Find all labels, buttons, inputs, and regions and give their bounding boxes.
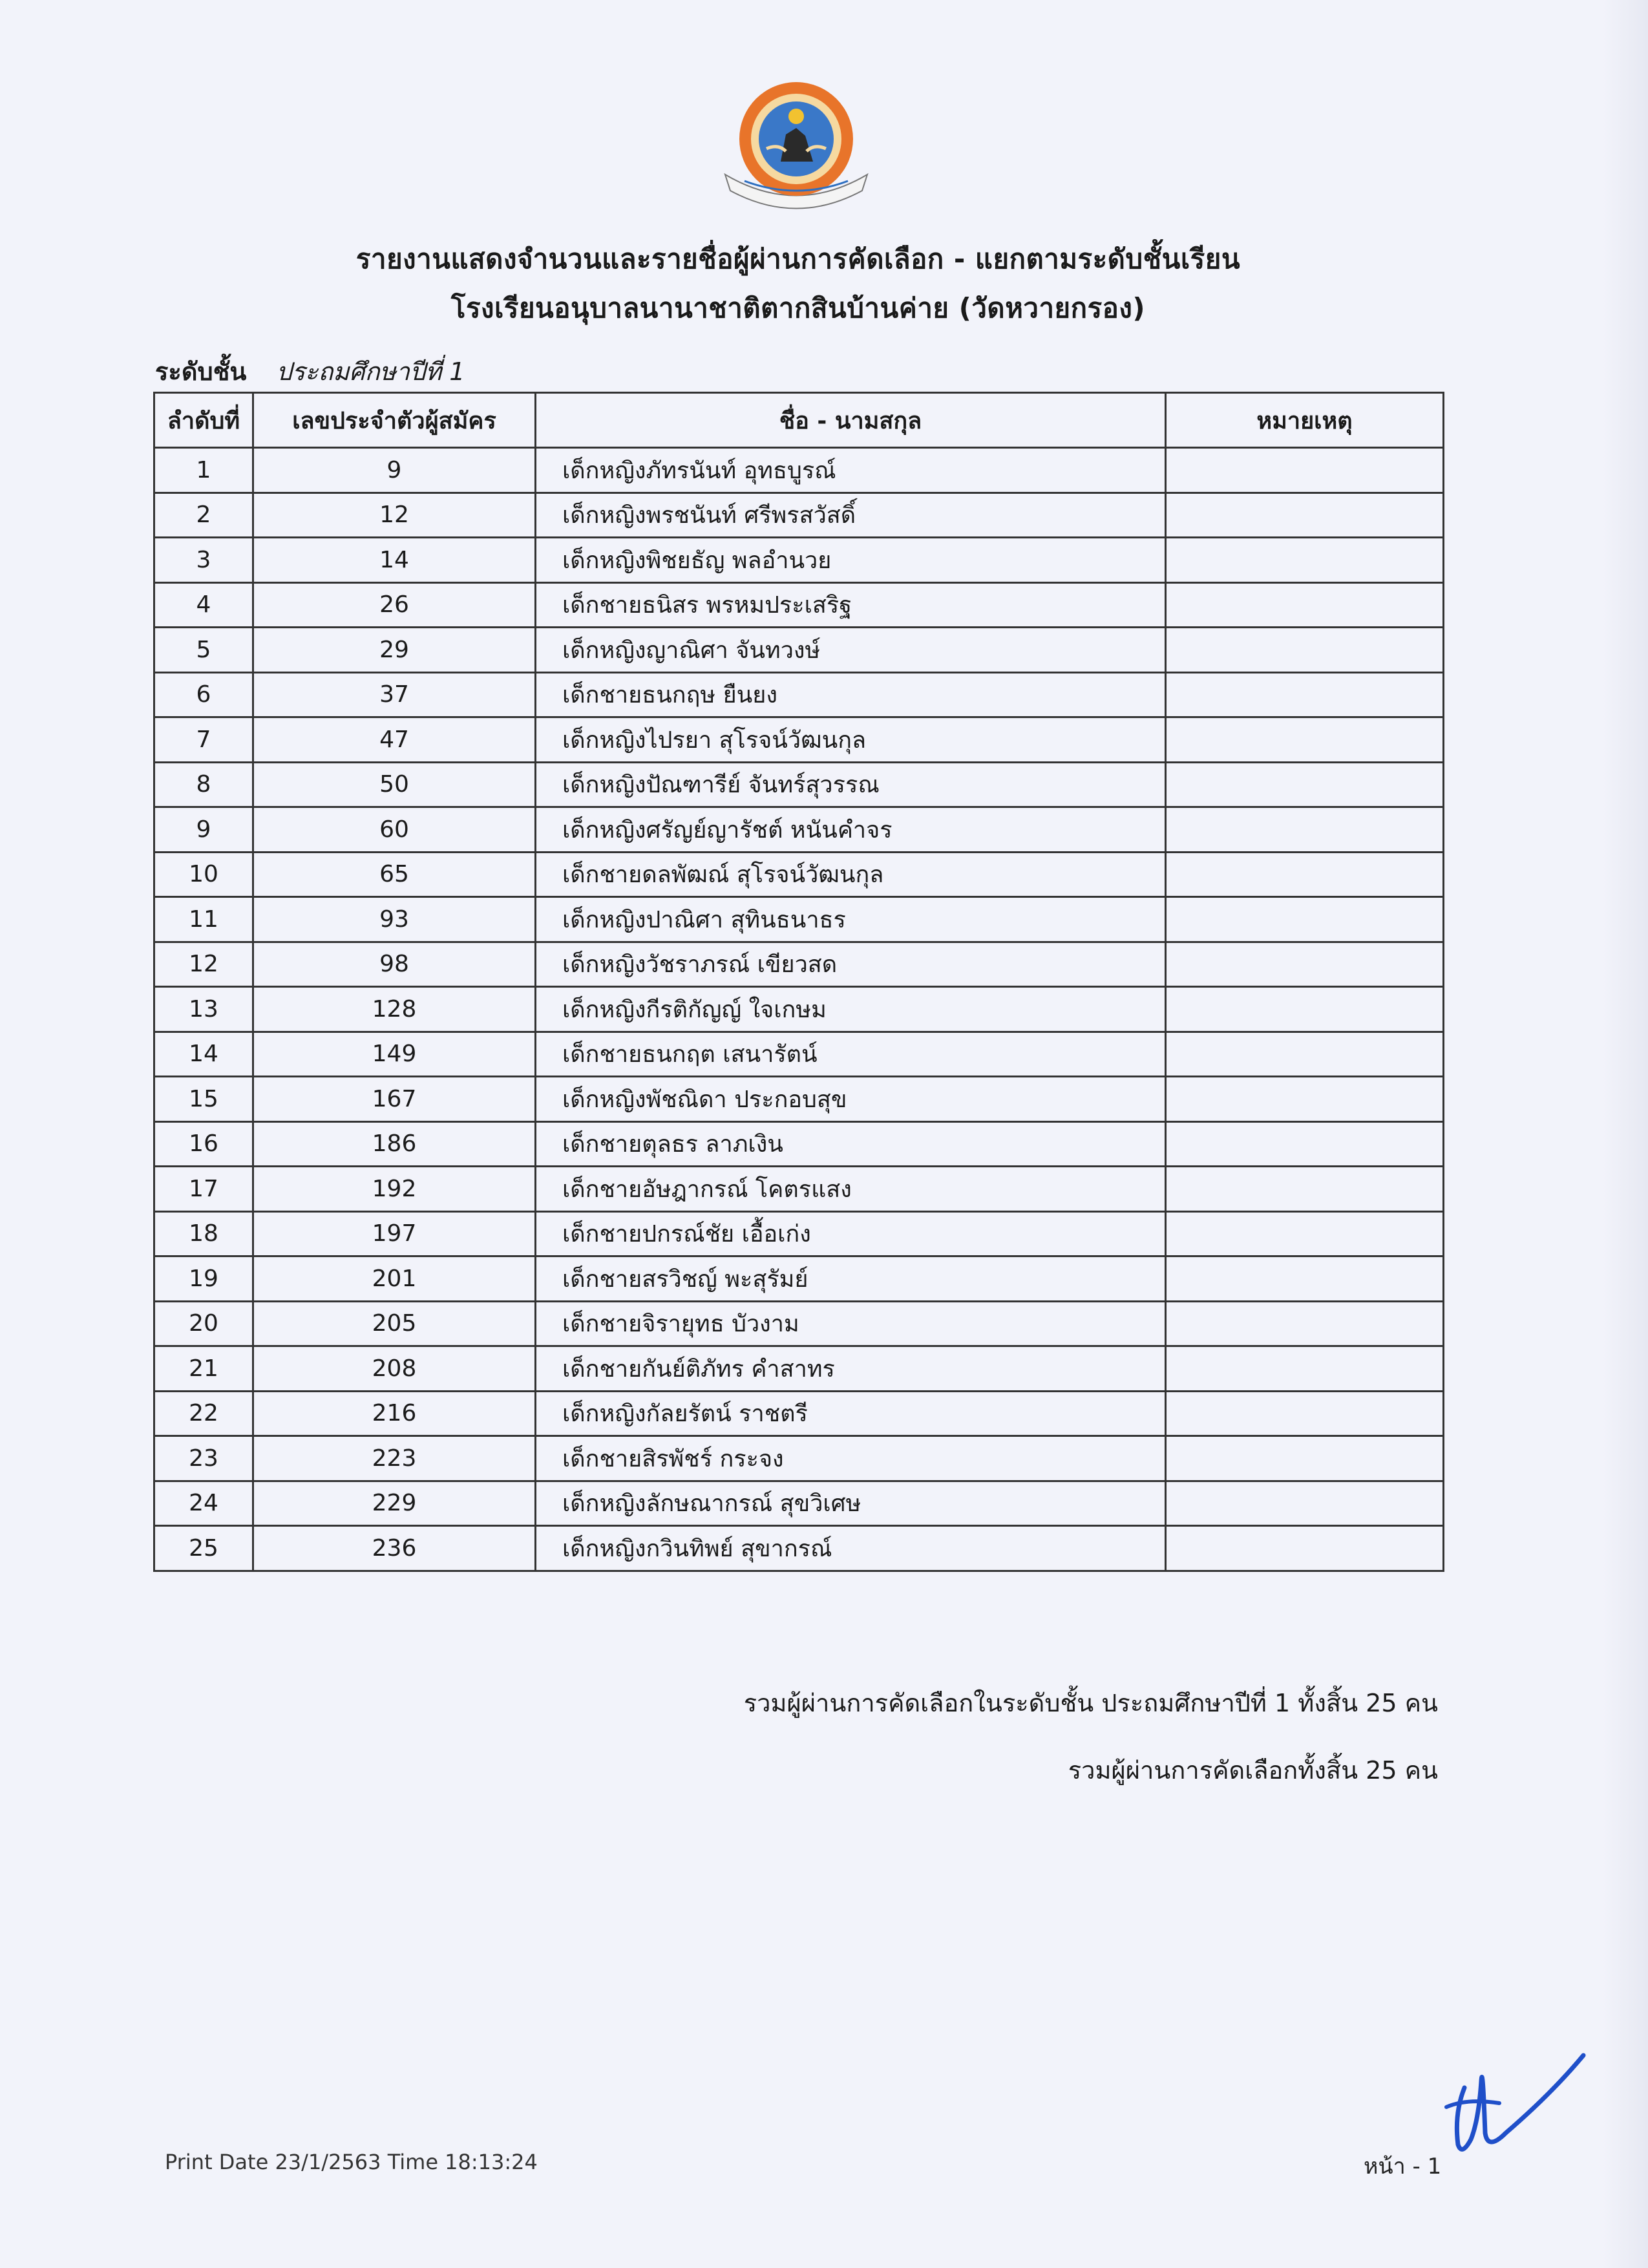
header-applicant-no: เลขประจำตัวผู้สมัคร (253, 393, 536, 448)
row-order: 23 (154, 1436, 253, 1481)
table-row (154, 1301, 1444, 1346)
report-title: รายงานแสดงจำนวนและรายชื่อผู้ผ่านการคัดเลือก - แยกตามระดับชั้นเรียน (355, 243, 1241, 275)
row-applicant-no: 186 (253, 1121, 536, 1167)
row-order: 12 (154, 942, 253, 987)
row-name: เด็กหญิงภัทรนันท์ อุทธบูรณ์ (536, 448, 1166, 493)
signature-icon (1409, 2036, 1596, 2159)
row-order: 18 (154, 1211, 253, 1256)
table-row (154, 762, 1444, 807)
row-remark (1166, 1121, 1444, 1167)
row-order: 3 (154, 538, 253, 583)
table-row (154, 1211, 1444, 1256)
table-row (154, 538, 1444, 583)
table-row (154, 672, 1444, 717)
row-remark (1166, 897, 1444, 942)
row-order: 10 (154, 852, 253, 897)
row-remark (1166, 852, 1444, 897)
table-row (154, 1526, 1444, 1571)
table-row (154, 807, 1444, 853)
table-row (154, 1436, 1444, 1481)
row-name: เด็กหญิงลักษณากรณ์ สุขวิเศษ (536, 1481, 1166, 1526)
table-row (154, 1121, 1444, 1167)
row-remark (1166, 672, 1444, 717)
row-remark (1166, 987, 1444, 1032)
row-applicant-no: 98 (253, 942, 536, 987)
row-applicant-no: 65 (253, 852, 536, 897)
row-name: เด็กชายจิรายุทธ บัวงาม (536, 1301, 1166, 1346)
row-order: 5 (154, 628, 253, 673)
row-order: 4 (154, 582, 253, 628)
row-applicant-no: 201 (253, 1256, 536, 1302)
row-applicant-no: 128 (253, 987, 536, 1032)
table-row (154, 582, 1444, 628)
table-row (154, 1077, 1444, 1122)
row-name: เด็กหญิงกวินทิพย์ สุขากรณ์ (536, 1526, 1166, 1571)
row-order: 8 (154, 762, 253, 807)
row-remark (1166, 942, 1444, 987)
table-row (154, 852, 1444, 897)
row-remark (1166, 1167, 1444, 1212)
row-name: เด็กชายสิรพัชร์ กระจง (536, 1436, 1166, 1481)
row-order: 15 (154, 1077, 253, 1122)
page-number: หน้า - 1 (1364, 2154, 1442, 2179)
header-remark: หมายเหตุ (1166, 393, 1444, 448)
row-name: เด็กชายดลพัฒณ์ สุโรจน์วัฒนกุล (536, 852, 1166, 897)
row-name: เด็กหญิงญาณิศา จันทวงษ์ (536, 628, 1166, 673)
row-name: เด็กหญิงปาณิศา สุทินธนาธร (536, 897, 1166, 942)
row-applicant-no: 192 (253, 1167, 536, 1212)
row-remark (1166, 1346, 1444, 1392)
table-row (154, 942, 1444, 987)
row-applicant-no: 29 (253, 628, 536, 673)
row-order: 24 (154, 1481, 253, 1526)
school-emblem-icon (719, 78, 874, 220)
row-applicant-no: 236 (253, 1526, 536, 1571)
row-order: 13 (154, 987, 253, 1032)
table-row (154, 1346, 1444, 1392)
row-name: เด็กชายปกรณ์ชัย เอื้อเก่ง (536, 1211, 1166, 1256)
row-remark (1166, 1256, 1444, 1302)
row-order: 6 (154, 672, 253, 717)
class-level-value: ประถมศึกษาปีที่ 1 (276, 357, 465, 386)
row-order: 17 (154, 1167, 253, 1212)
table-row (154, 1391, 1444, 1436)
row-applicant-no: 12 (253, 493, 536, 538)
row-remark (1166, 1526, 1444, 1571)
row-name: เด็กหญิงศรัญย์ญารัชต์ หนันคำจร (536, 807, 1166, 853)
row-remark (1166, 1436, 1444, 1481)
table-row (154, 987, 1444, 1032)
table-row (154, 493, 1444, 538)
row-order: 21 (154, 1346, 253, 1392)
row-remark (1166, 538, 1444, 583)
row-name: เด็กชายธนกฤต เสนารัตน์ (536, 1032, 1166, 1077)
header-order: ลำดับที่ (154, 393, 253, 448)
row-order: 19 (154, 1256, 253, 1302)
class-level-label: ระดับชั้น (155, 357, 247, 386)
school-name: โรงเรียนอนุบาลนานาชาติตากสินบ้านค่าย (วัดหวายกรอง) (450, 292, 1146, 324)
row-name: เด็กหญิงกัลยรัตน์ ราชตรี (536, 1391, 1166, 1436)
row-name: เด็กหญิงกีรติกัญญ์ ใจเกษม (536, 987, 1166, 1032)
row-order: 2 (154, 493, 253, 538)
row-applicant-no: 205 (253, 1301, 536, 1346)
row-applicant-no: 14 (253, 538, 536, 583)
row-applicant-no: 50 (253, 762, 536, 807)
row-name: เด็กชายสรวิชญ์ พะสุรัมย์ (536, 1256, 1166, 1302)
header-name: ชื่อ - นามสกุล (536, 393, 1166, 448)
row-applicant-no: 9 (253, 448, 536, 493)
row-applicant-no: 229 (253, 1481, 536, 1526)
row-order: 7 (154, 717, 253, 763)
row-applicant-no: 37 (253, 672, 536, 717)
row-name: เด็กชายกันย์ติภัทร คำสาทร (536, 1346, 1166, 1392)
row-order: 22 (154, 1391, 253, 1436)
row-name: เด็กหญิงไปรยา สุโรจน์วัฒนกุล (536, 717, 1166, 763)
row-remark (1166, 1301, 1444, 1346)
row-remark (1166, 628, 1444, 673)
level-total: รวมผู้ผ่านการคัดเลือกในระดับชั้น ประถมศึกษาปีที่ 1 ทั้งสิ้น 25 คน (743, 1689, 1438, 1717)
row-applicant-no: 93 (253, 897, 536, 942)
table-row (154, 1256, 1444, 1302)
row-name: เด็กหญิงปัณฑารีย์ จันทร์สุวรรณ (536, 762, 1166, 807)
row-applicant-no: 149 (253, 1032, 536, 1077)
row-order: 1 (154, 448, 253, 493)
row-order: 16 (154, 1121, 253, 1167)
row-remark (1166, 1077, 1444, 1122)
table-row (154, 1167, 1444, 1212)
class-level (155, 352, 465, 391)
table-row (154, 1481, 1444, 1526)
table-row (154, 717, 1444, 763)
row-applicant-no: 208 (253, 1346, 536, 1392)
row-order: 9 (154, 807, 253, 853)
row-applicant-no: 47 (253, 717, 536, 763)
row-remark (1166, 582, 1444, 628)
row-applicant-no: 167 (253, 1077, 536, 1122)
table-row (154, 628, 1444, 673)
row-order: 14 (154, 1032, 253, 1077)
row-remark (1166, 1032, 1444, 1077)
row-applicant-no: 26 (253, 582, 536, 628)
print-date: Print Date 23/1/2563 Time 18:13:24 (165, 2150, 538, 2174)
row-name: เด็กชายอัษฎากรณ์ โคตรแสง (536, 1167, 1166, 1212)
row-name: เด็กหญิงพิชยธัญ พลอำนวย (536, 538, 1166, 583)
row-name: เด็กหญิงพัชณิดา ประกอบสุข (536, 1077, 1166, 1122)
row-order: 20 (154, 1301, 253, 1346)
row-remark (1166, 1211, 1444, 1256)
table-header-row (154, 393, 1444, 448)
table-row (154, 448, 1444, 493)
row-applicant-no: 60 (253, 807, 536, 853)
row-remark (1166, 717, 1444, 763)
page-edge (1603, 0, 1648, 2268)
row-applicant-no: 197 (253, 1211, 536, 1256)
row-remark (1166, 448, 1444, 493)
row-applicant-no: 216 (253, 1391, 536, 1436)
row-remark (1166, 1481, 1444, 1526)
row-name: เด็กหญิงวัชราภรณ์ เขียวสด (536, 942, 1166, 987)
row-order: 25 (154, 1526, 253, 1571)
row-name: เด็กหญิงพรชนันท์ ศรีพรสวัสดิ์ (536, 493, 1166, 538)
row-name: เด็กชายตุลธร ลาภเงิน (536, 1121, 1166, 1167)
row-remark (1166, 807, 1444, 853)
row-name: เด็กชายธนกฤษ ยืนยง (536, 672, 1166, 717)
table-row (154, 897, 1444, 942)
row-remark (1166, 1391, 1444, 1436)
grand-total: รวมผู้ผ่านการคัดเลือกทั้งสิ้น 25 คน (1068, 1756, 1438, 1785)
row-applicant-no: 223 (253, 1436, 536, 1481)
applicant-table (153, 392, 1444, 1572)
row-remark (1166, 762, 1444, 807)
table-row (154, 1032, 1444, 1077)
row-name: เด็กชายธนิสร พรหมประเสริฐ (536, 582, 1166, 628)
row-order: 11 (154, 897, 253, 942)
row-remark (1166, 493, 1444, 538)
